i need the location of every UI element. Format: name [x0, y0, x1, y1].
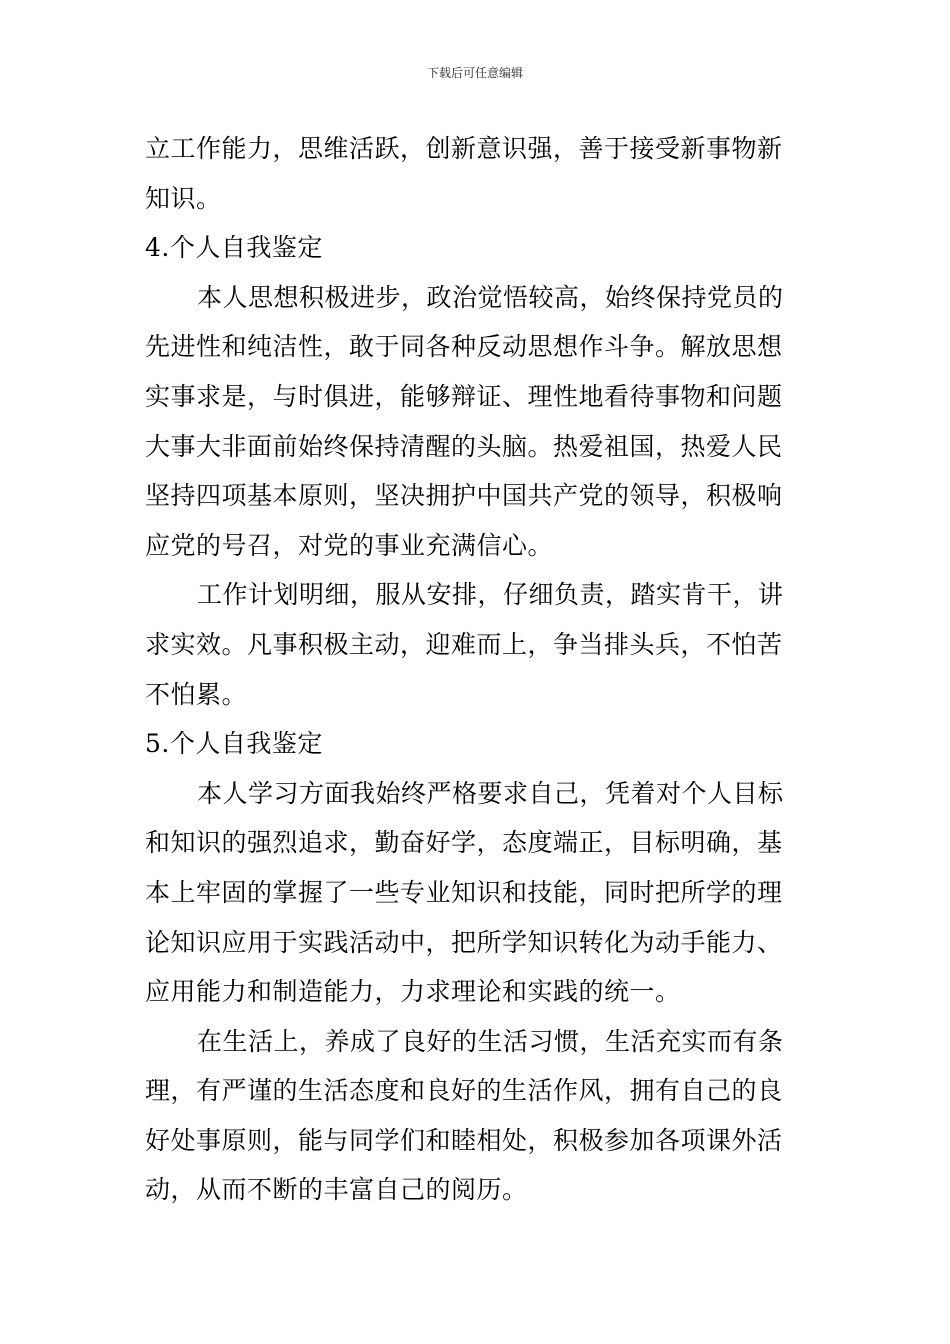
text-line: 大事大非面前始终保持清醒的头脑。热爱祖国，热爱人民 [145, 431, 783, 461]
text-line: 立工作能力，思维活跃，创新意识强，善于接受新事物新 [145, 134, 783, 163]
document-body [145, 124, 810, 1215]
section-heading: 5.个人自我鉴定 [145, 729, 323, 759]
text-line: 理，有严谨的生活态度和良好的生活作风，拥有自己的良 [145, 1076, 783, 1106]
text-line: 求实效。凡事积极主动，迎难而上，争当排头兵，不怕苦 [145, 629, 783, 659]
text-line: 知识。 [145, 183, 222, 213]
page-header: 下载后可任意编辑 [426, 66, 523, 80]
paragraph-first-line: 在生活上，养成了良好的生活习惯，生活充实而有条 [197, 1026, 784, 1056]
text-line: 不怕累。 [145, 679, 248, 709]
text-line: 先进性和纯洁性，敢于同各种反动思想作斗争。解放思想 [145, 332, 783, 362]
paragraph-first-line: 工作计划明细，服从安排，仔细负责，踏实肯干，讲 [197, 580, 784, 610]
text-line: 论知识应用于实践活动中，把所学知识转化为动手能力、 [145, 927, 783, 957]
text-line: 应党的号召，对党的事业充满信心。 [145, 530, 554, 560]
text-line: 好处事原则，能与同学们和睦相处，积极参加各项课外活 [145, 1125, 783, 1155]
text-line: 动，从而不断的丰富自己的阅历。 [145, 1175, 528, 1205]
section-heading: 4.个人自我鉴定 [145, 233, 323, 263]
text-line: 和知识的强烈追求，勤奋好学，态度端正，目标明确，基 [145, 828, 783, 858]
text-line: 坚持四项基本原则，坚决拥护中国共产党的领导，积极响 [145, 481, 783, 511]
paragraph-first-line: 本人学习方面我始终严格要求自己，凭着对个人目标 [197, 778, 784, 808]
text-line: 实事求是，与时俱进，能够辩证、理性地看待事物和问题 [145, 381, 783, 411]
paragraph-first-line: 本人思想积极进步，政治觉悟较高，始终保持党员的 [197, 282, 784, 312]
text-line: 本上牢固的掌握了一些专业知识和技能，同时把所学的理 [145, 877, 783, 907]
text-line: 应用能力和制造能力，力求理论和实践的统一。 [145, 977, 681, 1007]
